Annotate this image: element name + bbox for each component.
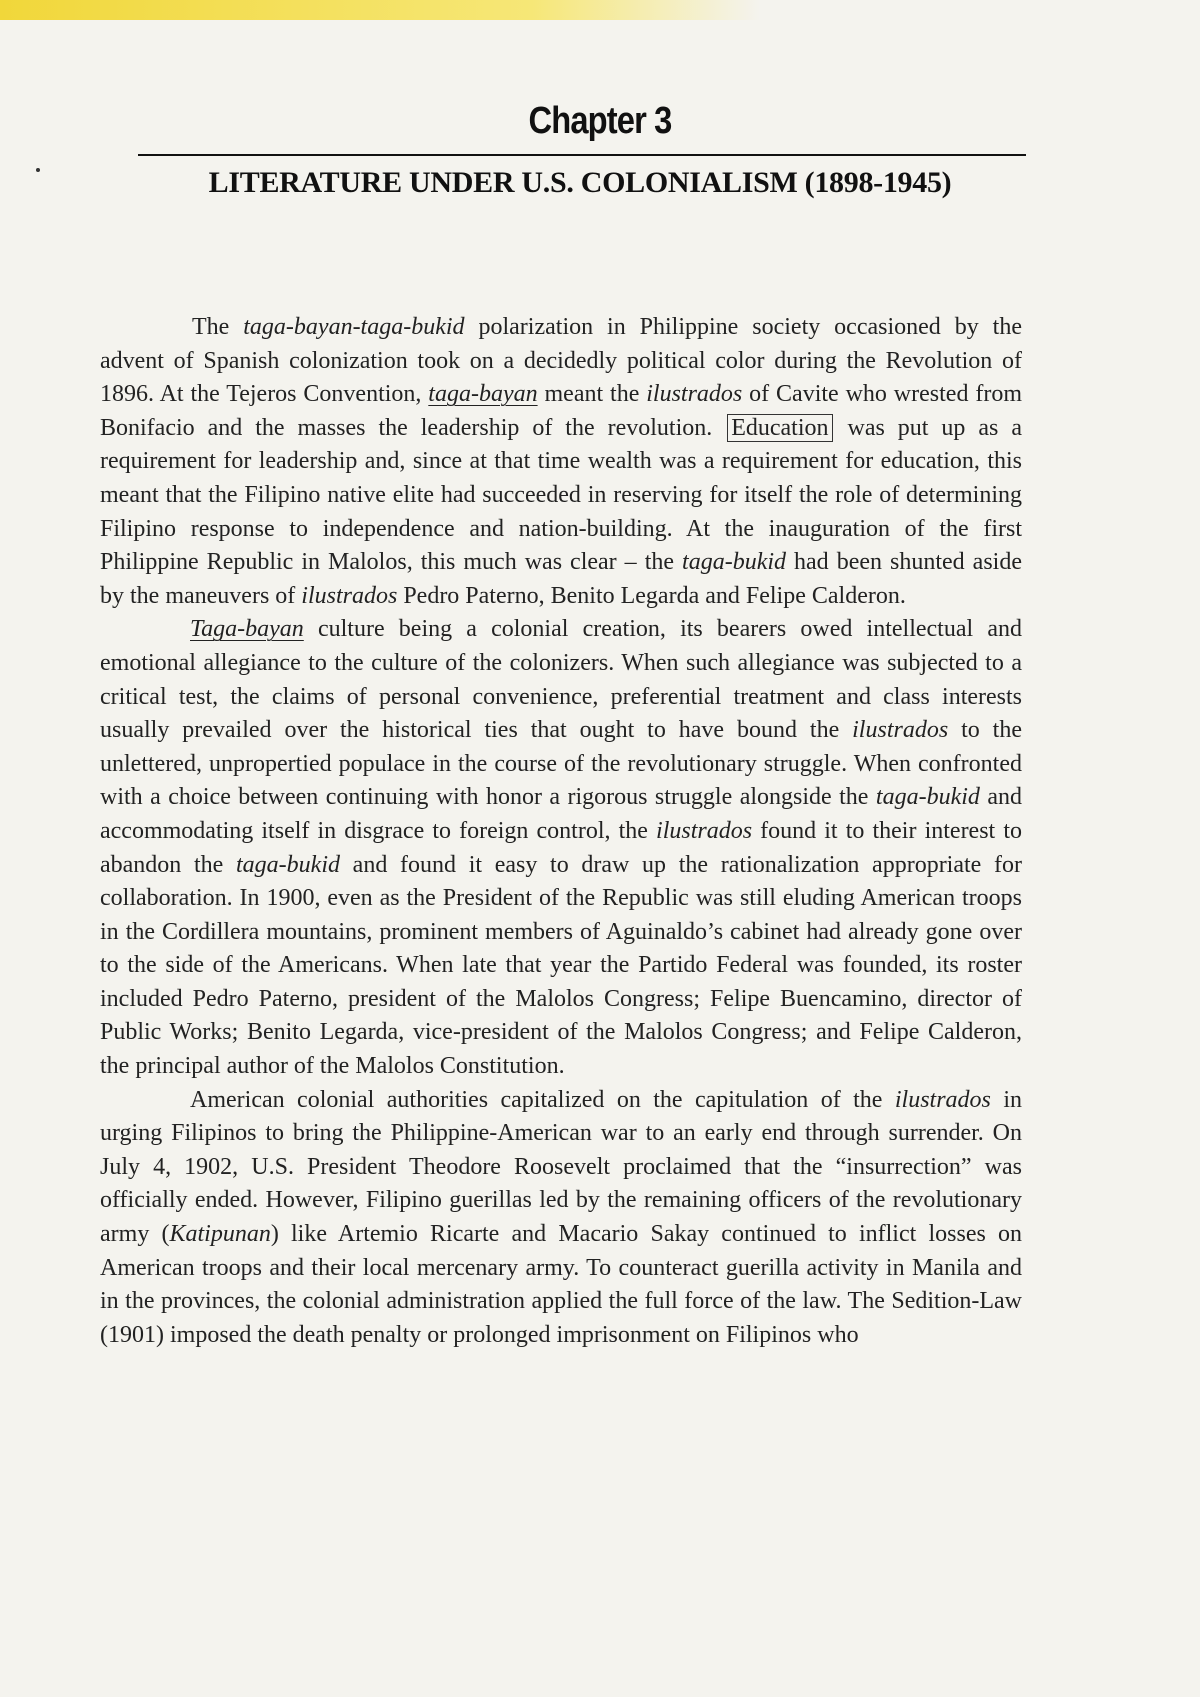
italic-term: taga-bukid bbox=[875, 784, 980, 811]
chapter-title: LITERATURE UNDER U.S. COLONIALISM (1898-1945) bbox=[208, 166, 952, 199]
italic-term: taga-bukid bbox=[682, 549, 787, 576]
text-run: American colonial authorities capitalized on the capitulation of the bbox=[190, 1086, 895, 1113]
italic-term: ilustrados bbox=[646, 381, 743, 408]
text-run: had been shunted aside by the maneuvers of bbox=[100, 549, 1022, 609]
paragraph-1 bbox=[100, 311, 1022, 613]
italic-term: taga-bayan-taga-bukid bbox=[243, 314, 465, 340]
italic-term: Katipunan bbox=[169, 1221, 271, 1248]
paragraph-3 bbox=[100, 1084, 1022, 1353]
italic-term: ilustrados bbox=[656, 817, 753, 844]
body-text bbox=[100, 311, 1022, 1352]
italic-term: ilustrados bbox=[301, 582, 398, 609]
text-run: The bbox=[192, 314, 244, 340]
highlighter-mark bbox=[0, 0, 760, 20]
text-run: polarization in Philippine society occasioned by the advent of Spanish colonization took on a decidedly political color during the Revolution of 1896. At the Tejeros Convention, bbox=[100, 314, 1022, 408]
text-run: of Cavite who wrested from Bonifacio and the masses the leadership of the revolution. bbox=[100, 381, 1022, 441]
text-run: ) like Artemio Ricarte and Macario Sakay continued to inflict losses on American troops and their local mercenary army. To counteract guerilla activity in Manila and in the provinces, the colonial administration applied the full force of the law. The Sedition-Law (1901) imposed the death penalty or prolonged imprisonment on Filipinos who bbox=[100, 1221, 1023, 1348]
italic-term: taga-bayan bbox=[428, 381, 538, 408]
text-run: to the unlettered, unpropertied populace in the course of the revolutionary struggle. When confronted with a choice between continuing with honor a rigorous struggle alongside the bbox=[100, 717, 1022, 811]
italic-term: taga-bukid bbox=[236, 851, 340, 878]
italic-term: ilustrados bbox=[852, 717, 949, 744]
boxed-word: Education bbox=[727, 414, 832, 442]
chapter-label: Chapter 3 bbox=[528, 100, 672, 142]
italic-term: Taga-bayan bbox=[190, 616, 304, 643]
text-run: and found it easy to draw up the rationalization appropriate for collaboration. In 1900, even as the President of the Republic was still eluding American troops in the Cordillera mountains, prominent members of Aguinaldo’s cabinet had already gone over to the side of the Americans. When late that year the Partido Federal was founded, its roster included Pedro Paterno, president of the Malolos Congress; Felipe Buencamino, director of Public Works; Benito Legarda, vice-president of the Malolos Congress; and Felipe Calderon, the principal author of the Malolos Constitution. bbox=[100, 851, 1022, 1080]
text-run: was put up as a requirement for leadership and, since at that time wealth was a requirement for education, this meant that the Filipino native elite had succeeded in reserving for itself the role of determining Filipino response to independence and nation-building. At the inauguration of the first Philippine Republic in Malolos, this much was clear – the bbox=[100, 414, 1023, 576]
title-rule bbox=[138, 154, 1026, 156]
text-run: meant the bbox=[537, 381, 647, 408]
paragraph-2 bbox=[100, 613, 1022, 1083]
text-run: culture being a colonial creation, its bearers owed intellectual and emotional allegiance to the culture of the colonizers. When such allegiance was subjected to a critical test, the claims of personal convenience, preferential treatment and class interests usually prevailed over the historical ties that ought to have bound the bbox=[100, 616, 1022, 744]
text-run: in urging Filipinos to bring the Philippine-American war to an early end through surrender. On July 4, 1902, U.S. President Theodore Roosevelt proclaimed that the “insurrection” was officially ended. However, Filipino guerillas led by the remaining officers of the revolutionary army ( bbox=[100, 1086, 1022, 1248]
italic-term: ilustrados bbox=[894, 1086, 991, 1113]
text-run: found it to their interest to abandon the bbox=[100, 817, 1022, 878]
text-run: and accommodating itself in disgrace to foreign control, the bbox=[100, 784, 1023, 844]
text-run: Pedro Paterno, Benito Legarda and Felipe Calderon. bbox=[397, 582, 906, 609]
page-speck bbox=[36, 168, 40, 172]
